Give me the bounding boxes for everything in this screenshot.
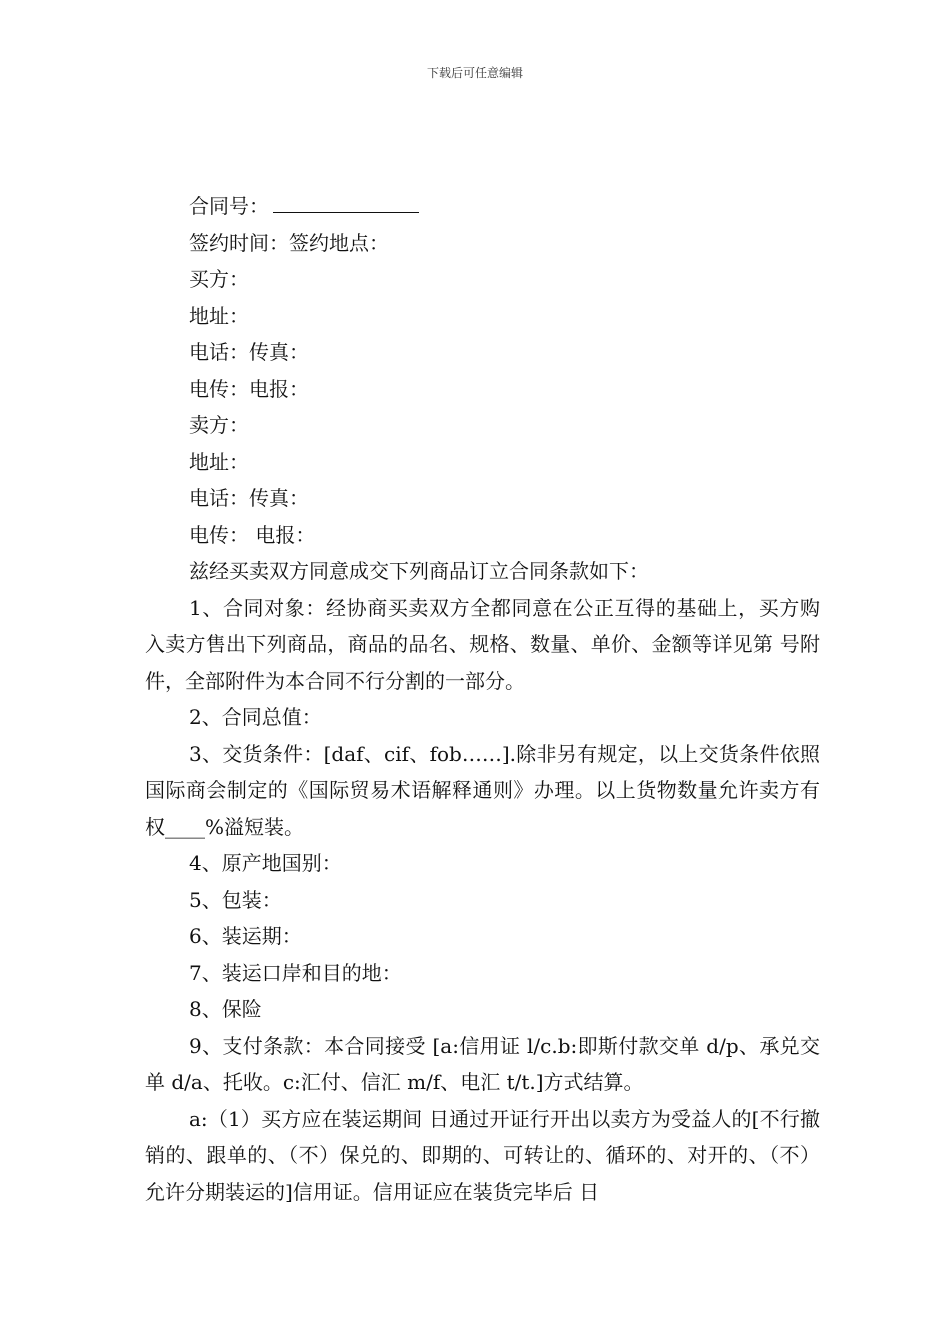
- seller-telex: 电传： 电报：: [189, 522, 316, 547]
- contract-body: [145, 188, 820, 1210]
- buyer-phone-fax: 电话：传真：: [189, 340, 309, 364]
- intro-paragraph: 兹经买卖双方同意成交下列商品订立合同条款如下：: [189, 559, 649, 583]
- clause-5: 5、包装：: [189, 887, 282, 912]
- seller-label: 卖方：: [189, 413, 249, 437]
- buyer-label: 买方：: [189, 267, 249, 291]
- contract-number-blank: [273, 194, 419, 213]
- clause-8: 8、保险: [189, 997, 262, 1021]
- clause-1: 1、合同对象：经协商买卖双方全都同意在公正互得的基础上，买方购入卖方售出下列商品，商品的品名、规格、数量、单价、金额等详见第 号附件，全部附件为本合同不行分割的一部分。: [145, 595, 820, 693]
- sign-time-place: 签约时间：签约地点：: [189, 230, 389, 255]
- clause-4: 4、原产地国别：: [189, 851, 342, 875]
- contract-number-line: [145, 188, 820, 225]
- seller-phone-fax: 电话：传真：: [189, 486, 309, 510]
- clause-3: 3、交货条件：[daf、cif、fob……].除非另有规定，以上交货条件依照国际商会制定的《国际贸易术语解释通则》办理。以上货物数量允许卖方有权____%溢短装。: [145, 741, 820, 839]
- clause-2: 2、合同总值：: [189, 705, 322, 729]
- clause-7: 7、装运口岸和目的地：: [189, 960, 402, 985]
- buyer-address: 地址：: [189, 303, 249, 328]
- clause-6: 6、装运期：: [189, 924, 302, 948]
- buyer-telex: 电传：电报：: [189, 376, 309, 401]
- contract-number-label: 合同号：: [189, 194, 269, 218]
- clause-9: 9、支付条款：本合同接受 [a:信用证 l/c.b:即斯付款交单 d/p、承兑交单 d/a、托收。c:汇付、信汇 m/f、电汇 t/t.]方式结算。: [145, 1033, 820, 1094]
- page-header: 下载后可任意编辑: [426, 66, 523, 80]
- clause-9a: a:（1）买方应在装运期间 日通过开证行开出以卖方为受益人的[不行撤销的、跟单的、（不）保兑的、即期的、可转让的、循环的、对开的、（不）允许分期装运的]信用证。信用证应在装货完毕后 日: [145, 1106, 820, 1204]
- seller-address: 地址：: [189, 449, 249, 474]
